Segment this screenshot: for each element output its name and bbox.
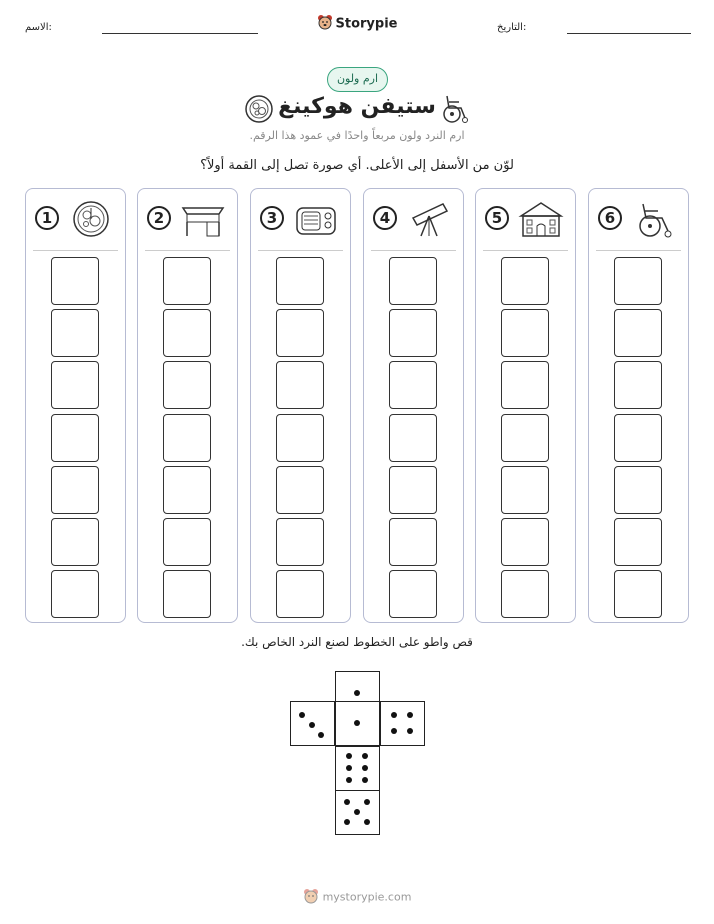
question: لوّن من الأسفل إلى الأعلى. أي صورة تصل إلى القمة أولاً؟	[200, 158, 514, 173]
color-box[interactable]	[163, 570, 211, 618]
wheelchair-icon	[439, 92, 471, 124]
color-box[interactable]	[51, 257, 99, 305]
column-6	[588, 188, 689, 623]
divider	[145, 250, 230, 251]
color-box[interactable]	[614, 257, 662, 305]
divider	[483, 250, 568, 251]
dice-pip	[362, 753, 368, 759]
column-number: 4	[373, 206, 397, 230]
color-box[interactable]	[501, 257, 549, 305]
university-building-icon	[517, 200, 565, 238]
column-4	[363, 188, 464, 623]
color-box[interactable]	[614, 414, 662, 462]
bear-icon	[303, 888, 319, 907]
color-box[interactable]	[51, 361, 99, 409]
dice-pip	[354, 809, 360, 815]
color-box[interactable]	[389, 361, 437, 409]
dice-pip	[344, 819, 350, 825]
dice-pip	[362, 777, 368, 783]
divider	[596, 250, 681, 251]
page-title: ستيفن هوكينغ	[278, 94, 436, 119]
color-box[interactable]	[389, 309, 437, 357]
dice-pip	[354, 690, 360, 696]
color-box[interactable]	[501, 518, 549, 566]
divider	[33, 250, 118, 251]
dice-pip	[354, 720, 360, 726]
dice-pip	[362, 765, 368, 771]
color-box[interactable]	[51, 309, 99, 357]
color-box[interactable]	[501, 570, 549, 618]
color-box[interactable]	[163, 361, 211, 409]
column-number: 6	[598, 206, 622, 230]
color-box[interactable]	[163, 466, 211, 514]
footer-url: mystorypie.com	[322, 890, 412, 904]
footer	[0, 888, 714, 907]
column-number: 2	[147, 206, 171, 230]
color-box[interactable]	[614, 570, 662, 618]
color-box[interactable]	[51, 466, 99, 514]
color-box[interactable]	[163, 309, 211, 357]
dice-pip	[299, 712, 305, 718]
color-box[interactable]	[51, 570, 99, 618]
dice-pip	[318, 732, 324, 738]
telescope-icon	[405, 200, 453, 238]
roll-and-color-badge: ارم ولون	[327, 67, 388, 92]
color-box[interactable]	[51, 414, 99, 462]
color-box[interactable]	[614, 518, 662, 566]
color-box[interactable]	[501, 361, 549, 409]
color-box[interactable]	[389, 466, 437, 514]
color-box[interactable]	[51, 518, 99, 566]
dice-face-1	[335, 701, 380, 746]
color-box[interactable]	[276, 361, 324, 409]
column-5	[475, 188, 576, 623]
column-number: 5	[485, 206, 509, 230]
column-3	[250, 188, 351, 623]
dice-pip	[309, 722, 315, 728]
column-number: 3	[260, 206, 284, 230]
dice-pip	[346, 777, 352, 783]
dice-face-4	[380, 701, 425, 746]
color-box[interactable]	[163, 414, 211, 462]
date-line[interactable]	[567, 33, 691, 34]
dice-face-3	[290, 701, 335, 746]
date-label: التاريخ:	[497, 22, 527, 33]
color-box[interactable]	[276, 570, 324, 618]
dice-pip	[407, 712, 413, 718]
wheelchair-icon	[630, 200, 678, 238]
clock-icon	[67, 200, 115, 238]
desk-icon	[179, 200, 227, 238]
divider	[371, 250, 456, 251]
dice-pip	[364, 799, 370, 805]
cut-instruction: قص واطو على الخطوط لصنع النرد الخاص بك.	[241, 635, 473, 649]
dice-pip	[364, 819, 370, 825]
color-box[interactable]	[614, 361, 662, 409]
color-box[interactable]	[276, 466, 324, 514]
color-box[interactable]	[614, 309, 662, 357]
color-box[interactable]	[389, 570, 437, 618]
column-1	[25, 188, 126, 623]
color-box[interactable]	[163, 257, 211, 305]
dice-face-5	[335, 790, 380, 835]
dice-pip	[391, 712, 397, 718]
column-number: 1	[35, 206, 59, 230]
radio-icon	[292, 200, 340, 238]
color-box[interactable]	[501, 466, 549, 514]
color-box[interactable]	[163, 518, 211, 566]
color-box[interactable]	[501, 414, 549, 462]
dice-pip	[346, 765, 352, 771]
dice-pip	[407, 728, 413, 734]
color-box[interactable]	[389, 414, 437, 462]
dice-face-6	[335, 746, 380, 791]
dice-pip	[391, 728, 397, 734]
dice-pip	[346, 753, 352, 759]
subtitle: ارم النرد ولون مربعاً واحدًا في عمود هذا الرقم.	[249, 129, 465, 142]
color-box[interactable]	[389, 257, 437, 305]
column-2	[137, 188, 238, 623]
color-box[interactable]	[389, 518, 437, 566]
color-box[interactable]	[614, 466, 662, 514]
color-box[interactable]	[276, 257, 324, 305]
color-box[interactable]	[276, 414, 324, 462]
bear-icon	[317, 14, 333, 34]
storypie-logo	[0, 14, 714, 34]
color-box[interactable]	[276, 518, 324, 566]
name-label: الاسم:	[25, 22, 52, 33]
dice-pip	[344, 799, 350, 805]
divider	[258, 250, 343, 251]
color-box[interactable]	[501, 309, 549, 357]
color-box[interactable]	[276, 309, 324, 357]
logo-text: Storypie	[335, 16, 398, 32]
